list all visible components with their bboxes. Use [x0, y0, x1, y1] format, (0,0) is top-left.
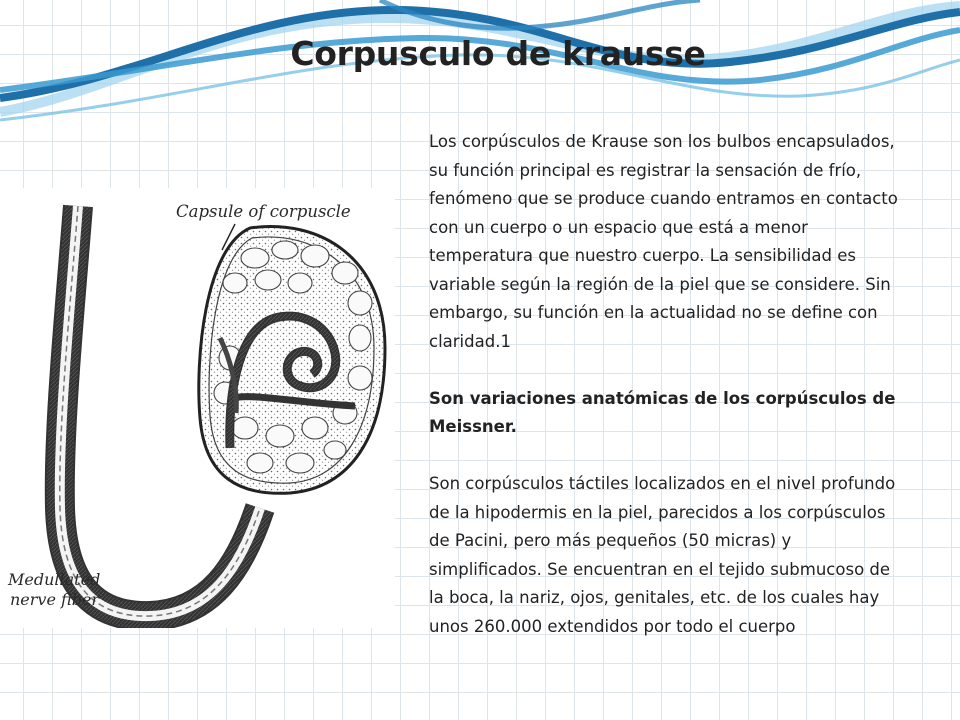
slide-title: Corpusculo de krausse: [290, 34, 706, 73]
corpuscle-illustration: [0, 188, 395, 628]
nerve-fiber-label-line1: Medullated: [8, 570, 101, 589]
paragraph-variation: Son variaciones anatómicas de los corpúsculos de Meissner.: [429, 388, 896, 436]
paragraph-function: Los corpúsculos de Krause son los bulbos encapsulados, su función principal es registrar la sensación de frío, fenómeno que se produce cuando entramos en contacto con un cuerpo o un espacio que está a menor temperatura que nuestro cuerpo. La sensibilidad es variable según la región de la piel que se considere. Sin embargo, su función en la actualidad no se define con claridad.1: [429, 132, 898, 351]
capsule-label: Capsule of corpuscle: [176, 202, 351, 221]
paragraph-location: Son corpúsculos táctiles localizados en el nivel profundo de la hipodermis en la piel, parecidos a los corpúsculos de Pacini, pero más pequeños (50 micras) y simplificados. Se encuentran en el tejido submucoso de la boca, la nariz, ojos, genitales, etc. de los cuales hay unos 260.000 extendidos por todo el cuerpo: [429, 474, 896, 636]
corpuscle-drawing: [0, 188, 395, 628]
nerve-fiber-label-line2: nerve fiber: [10, 590, 100, 609]
body-text: [429, 128, 907, 670]
